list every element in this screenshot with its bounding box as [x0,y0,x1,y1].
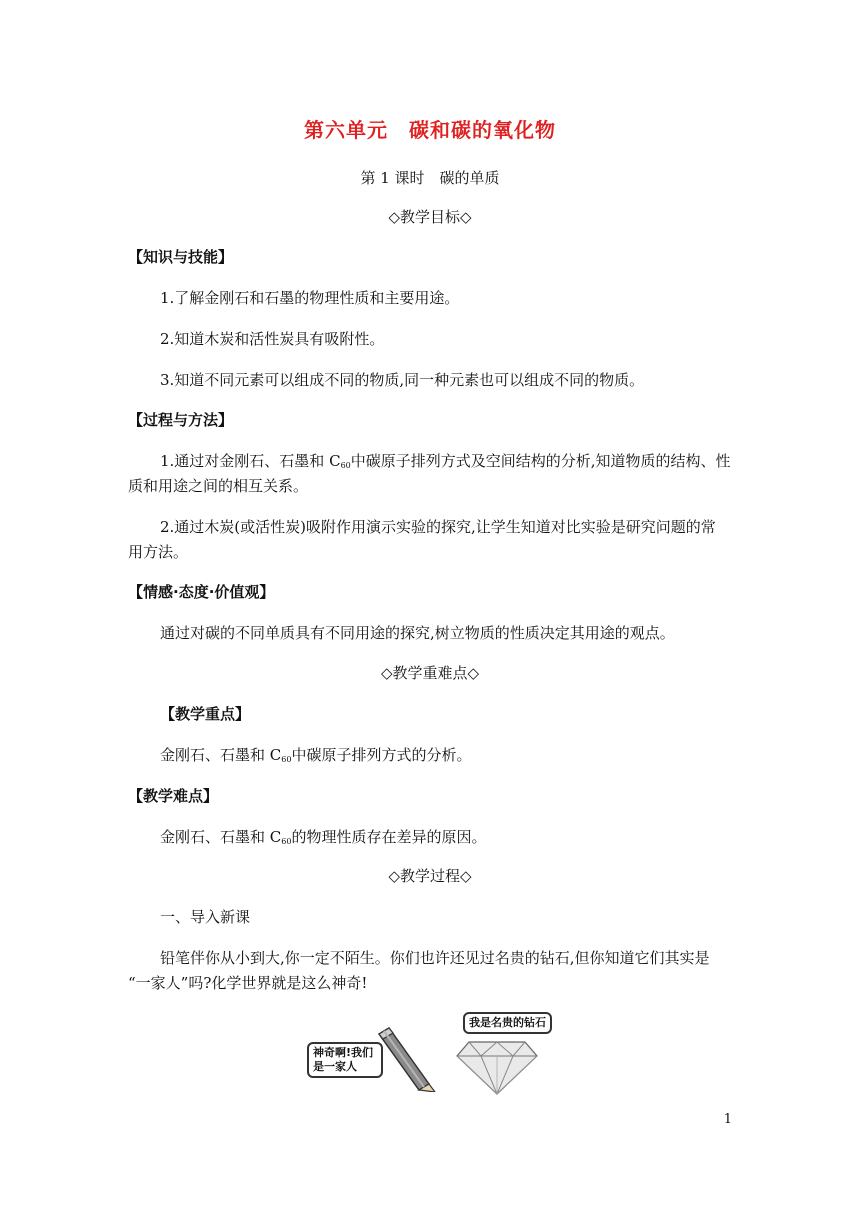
diamond-speech-bubble: 我是名贵的钻石 [463,1012,552,1034]
unit-title: 第六单元 碳和碳的氧化物 [304,118,556,142]
knowledge-item-2: 2.知道木炭和活性炭具有吸附性。 [160,330,385,348]
section-keypoints: ◇教学重难点◇ [380,664,480,682]
diamond-icon [455,1036,539,1096]
pencil-diamond-illustration [305,1010,545,1102]
process-item-1-line-2: 质和用途之间的相互关系。 [128,477,309,495]
heading-difficulty: 【教学难点】 [128,787,219,805]
heading-process: 【过程与方法】 [128,411,234,429]
process-item-2-line-2: 用方法。 [128,543,189,561]
heading-emotion: 【情感·态度·价值观】 [128,583,275,601]
intro-heading: 一、导入新课 [160,908,251,926]
process-item-1-line-1: 1.通过对金刚石、石墨和 $C_{60}$中碳原子排列方式及空间结构的分析,知道物质的结构、性 [160,452,731,470]
pencil-icon [373,1026,437,1092]
knowledge-item-1: 1.了解金刚石和石墨的物理性质和主要用途。 [160,289,460,307]
heading-focus: 【教学重点】 [160,705,251,723]
section-goals: ◇教学目标◇ [388,208,472,226]
section-procedure: ◇教学过程◇ [388,867,472,885]
knowledge-item-3: 3.知道不同元素可以组成不同的物质,同一种元素也可以组成不同的物质。 [160,371,645,389]
page-number: 1 [723,1112,732,1127]
emotion-item: 通过对碳的不同单质具有不同用途的探究,树立物质的性质决定其用途的观点。 [160,624,675,642]
focus-item: 金刚石、石墨和 $C_{60}$中碳原子排列方式的分析。 [160,746,472,764]
lesson-title: 第 1 课时 碳的单质 [360,169,500,187]
intro-paragraph-line-2: “一家人”吗?化学世界就是这么神奇! [128,974,368,992]
process-item-2-line-1: 2.通过木炭(或活性炭)吸附作用演示实验的探究,让学生知道对比实验是研究问题的常 [160,518,716,536]
difficulty-item: 金刚石、石墨和 $C_{60}$的物理性质存在差异的原因。 [160,828,487,846]
heading-knowledge: 【知识与技能】 [128,248,234,266]
intro-paragraph-line-1: 铅笔伴你从小到大,你一定不陌生。你们也许还见过名贵的钻石,但你知道它们其实是 [160,949,710,967]
pencil-speech-bubble: 神奇啊!我们 是一家人 [307,1042,383,1078]
